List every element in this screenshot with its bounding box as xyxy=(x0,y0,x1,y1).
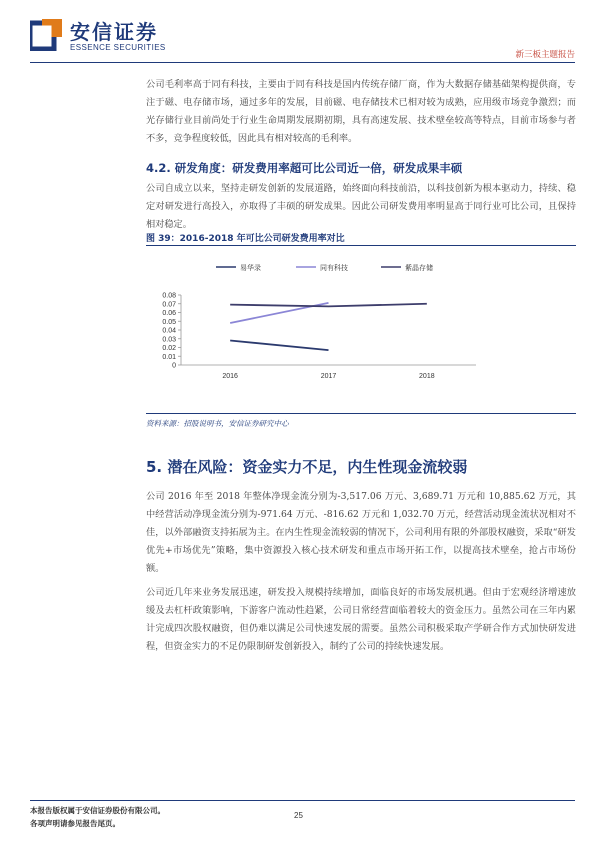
figure-bottom-rule xyxy=(146,413,576,414)
y-tick-label: 0.08 xyxy=(162,292,176,300)
copyright-note: 本报告版权属于安信证券股份有限公司。 xyxy=(30,806,165,815)
chart-svg xyxy=(146,255,576,405)
y-tick-label: 0.02 xyxy=(162,345,176,352)
x-tick-label: 2016 xyxy=(222,373,238,380)
essence-logo-icon xyxy=(30,19,62,51)
page-number: 25 xyxy=(294,811,303,820)
y-tick-label: 0.06 xyxy=(162,310,176,317)
figure-top-rule xyxy=(146,245,576,246)
report-header xyxy=(30,14,575,64)
header-divider xyxy=(30,62,575,63)
section-5-heading: 5. 潜在风险：资金实力不足，内生性现金流较弱 xyxy=(146,458,468,476)
figure-title: 图 39：2016-2018 年可比公司研发费用率对比 xyxy=(146,234,345,244)
footer-divider xyxy=(30,800,575,801)
y-tick-label: 0.03 xyxy=(162,336,176,344)
rd-expense-ratio-chart xyxy=(146,255,576,405)
y-tick-label: 0.01 xyxy=(162,353,176,361)
paragraph-funding-risk: 公司近几年来业务发展迅速，研发投入规模持续增加，面临良好的市场发展机遇。但由于宏观经济增速放缓及去杠杆政策影响，下游客户流动性趋紧，公司日常经营面临着较大的资金压力。虽然公司在三年内累计完成四次股权融资，但仍难以满足公司快速发展的需要。虽然公司积极采取产学研合作方式加快研发进程，但资金实力的不足仍限制研发创新投入，制约了公司的持续快速发展。 xyxy=(146,587,576,652)
figure-source: 资料来源：招股说明书，安信证券研究中心 xyxy=(146,419,289,428)
brand-name-en: ESSENCE SECURITIES xyxy=(70,43,166,52)
section-4-2-heading: 4.2. 研发角度：研发费用率超可比公司近一倍，研发成果丰硕 xyxy=(146,161,463,175)
legend-label: 易华录 xyxy=(240,264,261,272)
y-tick-label: 0.05 xyxy=(162,318,176,326)
series-line xyxy=(230,341,328,351)
y-tick-label: 0.07 xyxy=(162,301,176,309)
x-tick-label: 2017 xyxy=(320,373,337,380)
paragraph-gross-margin: 公司毛利率高于同有科技，主要由于同有科技是国内传统存储厂商，作为大数据存储基础架构提供商，专注于磁、电存储市场，通过多年的发展，目前磁、电存储技术已相对较为成熟，应用级市场竞争激烈；而光存储行业目前尚处于行业生命周期发展期初期，具有高速发展、技术壁垒较高等特点，目前市场参与者不多，竞争程度较低，因此具有相对较高的毛利率。 xyxy=(146,79,576,144)
x-tick-label: 2018 xyxy=(419,373,435,380)
y-tick-label: 0 xyxy=(172,362,176,370)
brand-name-cn: 安信证券 xyxy=(70,20,158,44)
report-type-label: 新三板主题报告 xyxy=(515,50,575,60)
series-line xyxy=(230,304,427,307)
legend-label: 紫晶存储 xyxy=(405,264,433,272)
legend-label: 同有科技 xyxy=(320,264,348,272)
paragraph-cash-flow: 公司 2016 年至 2018 年整体净现金流分别为-3,517.06 万元、3,689.71 万元和 10,885.62 万元，其中经营活动净现金流分别为-971.64 万元、-816.62 万元和 1,032.70 万元，经营活动现金流状况相对不佳，以外部融资支持拓展为主。在内生性现金流较弱的情况下，公司利用有限的外部股权融资，采取“研发优先+市场优先”策略，集中资源投入核心技术研发和重点市场开拓工作，以提高技术壁垒，抢占市场份额。 xyxy=(146,491,576,574)
y-tick-label: 0.04 xyxy=(162,327,176,335)
paragraph-rd-strategy: 公司自成立以来，坚持走研发创新的发展道路，始终面向科技前沿，以科技创新为根本驱动力，持续、稳定对研发进行高投入，亦取得了丰硕的研发成果。因此公司研发费用率明显高于同行业可比公司，且保持相对稳定。 xyxy=(146,183,576,230)
disclaimer-note: 各项声明请参见报告尾页。 xyxy=(30,819,120,828)
